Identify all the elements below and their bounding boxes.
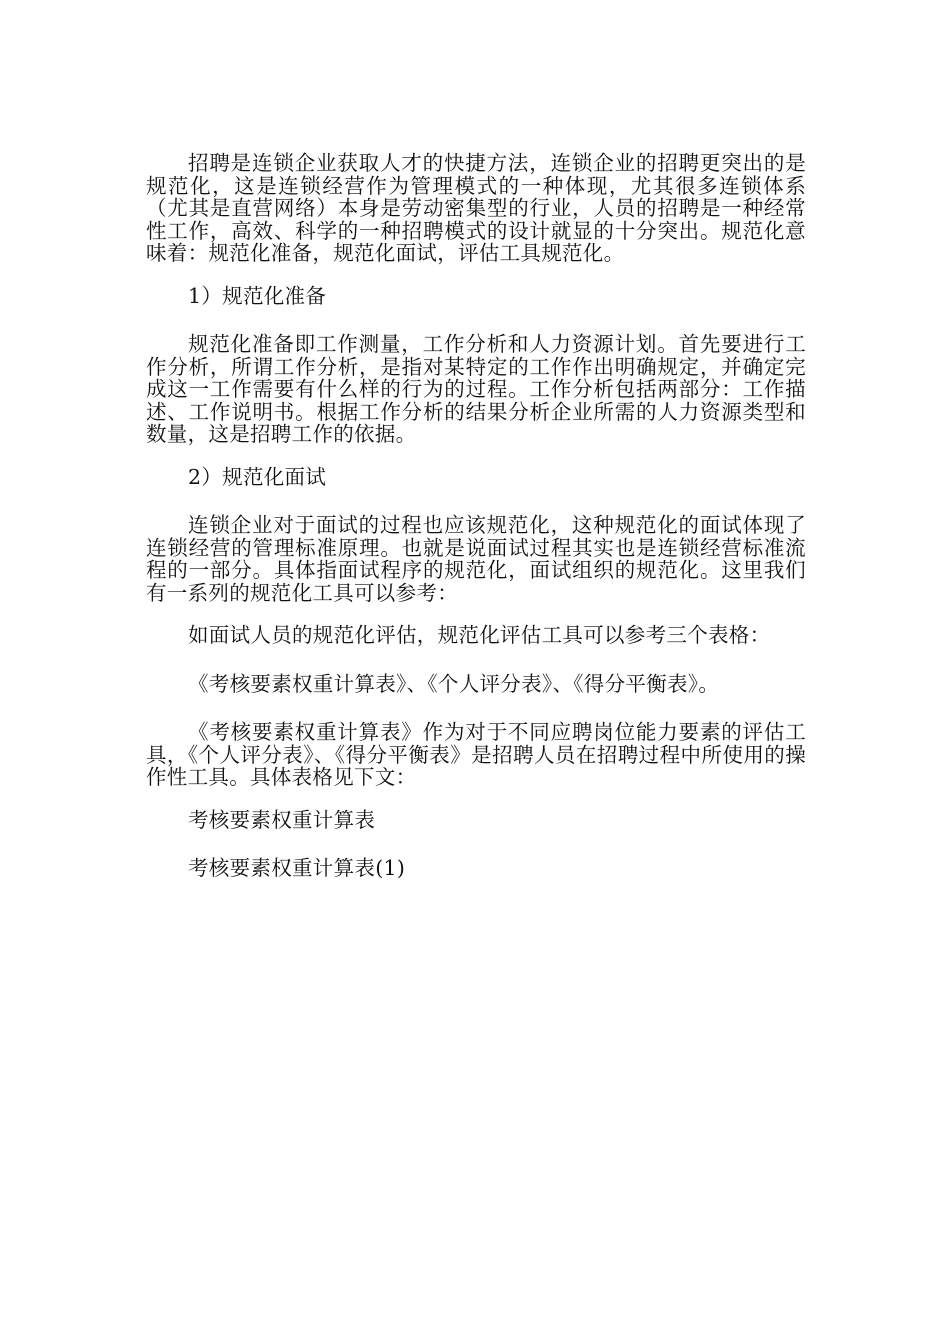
table-title: 考核要素权重计算表 — [188, 807, 376, 832]
document-body — [146, 152, 806, 906]
intro-paragraph: 招聘是连锁企业获取人才的快捷方法，连锁企业的招聘更突出的是规范化，这是连锁经营作为管理模式的一种体现，尤其很多连锁体系（尤其是直营网络）本身是劳动密集型的行业，人员的招聘是一种经常性工作，高效、科学的一种招聘模式的设计就显的十分突出。规范化意味着：规范化准备，规范化面试，评估工具规范化。 — [146, 151, 806, 265]
preparation-paragraph: 规范化准备即工作测量，工作分析和人力资源计划。首先要进行工作分析，所谓工作分析，是指对某特定的工作作出明确规定，并确定完成这一工作需要有什么样的行为的过程。工作分析包括两部分：工作描述、工作说明书。根据工作分析的结果分析企业所需的人力资源类型和数量，这是招聘工作的依据。 — [146, 332, 806, 446]
section-heading-interview: 2）规范化面试 — [188, 464, 327, 489]
section-heading-preparation: 1）规范化准备 — [188, 283, 327, 308]
table-list-paragraph: 《考核要素权重计算表》、《个人评分表》、《得分平衡表》。 — [188, 671, 720, 696]
interview-paragraph: 连锁企业对于面试的过程也应该规范化，这种规范化的面试体现了连锁经营的管理标准原理。也就是说面试过程其实也是连锁经营标准流程的一部分。具体指面试程序的规范化，面试组织的规范化。这里我们有一系列的规范化工具可以参考： — [146, 513, 806, 605]
table-subtitle: 考核要素权重计算表(1) — [188, 856, 406, 880]
tools-paragraph: 《考核要素权重计算表》作为对于不同应聘岗位能力要素的评估工具，《个人评分表》、《得分平衡表》是招聘人员在招聘过程中所使用的操作性工具。具体表格见下文： — [146, 720, 806, 789]
evaluation-paragraph: 如面试人员的规范化评估，规范化评估工具可以参考三个表格： — [188, 623, 771, 647]
